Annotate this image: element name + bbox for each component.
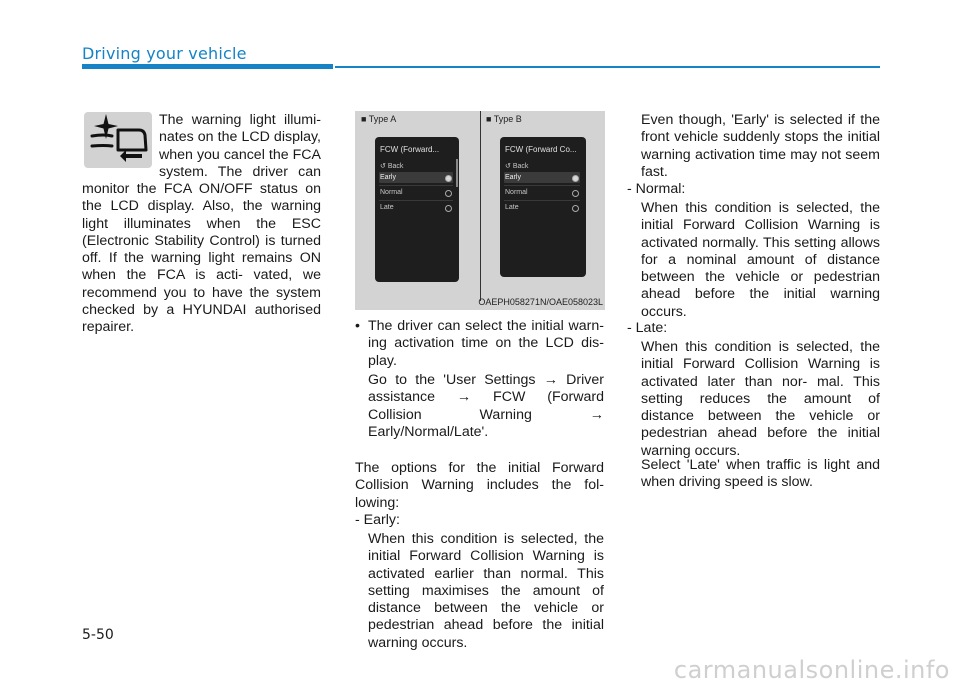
warning-light-intro: The warning light illumi- nates on the LCD display, when you cancel the FCA system. The driver can [159,112,321,180]
early-label: - Early: [355,512,400,528]
early-description: When this condition is selected, the initial Forward Collision Warning is activated earlier than normal. This setting maximises the amount of distance between the vehicle or pedestrian ahead before the initial warning occurs. [368,531,604,651]
lcd-screen-type-b [500,137,586,277]
lcd-screen-type-a [375,137,459,282]
screen-a-back: ↺ Back [380,163,404,170]
watermark: carmanualsonline.info [673,656,950,684]
screen-a-option-normal: Normal [380,189,403,196]
figure-divider [480,111,481,301]
screen-b-title: FCW (Forward Co... [505,145,577,154]
figure-type-a-label: ■ Type A [361,114,397,124]
menu-path-text: Go to the 'User Settings → Driver assistance → FCW (Forward Collision Warning → Early/Normal/Late'. [368,372,604,440]
page-number: 5-50 [82,627,114,643]
scrollbar-icon [456,159,458,187]
screen-a-title: FCW (Forward... [380,145,440,154]
late-tip: Select 'Late' when traffic is light and when driving speed is slow. [641,457,880,491]
figure-type-b-label: ■ Type B [486,114,522,124]
radio-icon [572,190,579,197]
screen-b-back: ↺ Back [505,163,529,170]
header-rule-thin [335,66,880,68]
screen-b-option-normal: Normal [505,189,528,196]
options-intro: The options for the initial Forward Collision Warning includes the fol- lowing: [355,460,604,511]
radio-selected-icon [445,175,452,182]
normal-description: When this condition is selected, the initial Forward Collision Warning is activated normally. This setting allows for a nominal amount of distance between the vehicle or pedestrian ahead before the initial warning occurs. [641,200,880,320]
radio-selected-icon [572,175,579,182]
radio-icon [445,190,452,197]
screen-b-option-late: Late [505,204,519,211]
lcd-display-figure [355,111,605,310]
bullet-text: The driver can select the initial warn- ing activation time on the LCD dis- play. [368,318,604,369]
section-title: Driving your vehicle [82,44,247,63]
screen-a-option-late: Late [380,204,394,211]
late-label: - Late: [627,320,668,336]
screen-a-option-early: Early [380,174,396,181]
radio-icon [572,205,579,212]
warning-light-body: monitor the FCA ON/OFF status on the LCD display. Also, the warning light illuminates when the ESC (Electronic Stability Control) is turned off. If the warning light remains ON when the FCA is acti- vated, we recommend you to have the system checked by a HYUNDAI authorised repairer. [82,181,321,336]
header-rule-thick [82,64,333,69]
radio-icon [445,205,452,212]
figure-caption: OAEPH058271N/OAE058023L [478,297,603,307]
normal-label: - Normal: [627,181,686,197]
fca-warning-light-icon [84,112,152,168]
screen-b-option-early: Early [505,174,521,181]
late-description: When this condition is selected, the initial Forward Collision Warning is activated later than nor- mal. This setting reduces the amount of distance between the vehicle or pedestrian ahead before the initial warning occurs. [641,339,880,459]
early-note: Even though, 'Early' is selected if the front vehicle suddenly stops the initial warning activation time may not seem fast. [641,112,880,180]
bullet-icon: • [355,318,360,334]
